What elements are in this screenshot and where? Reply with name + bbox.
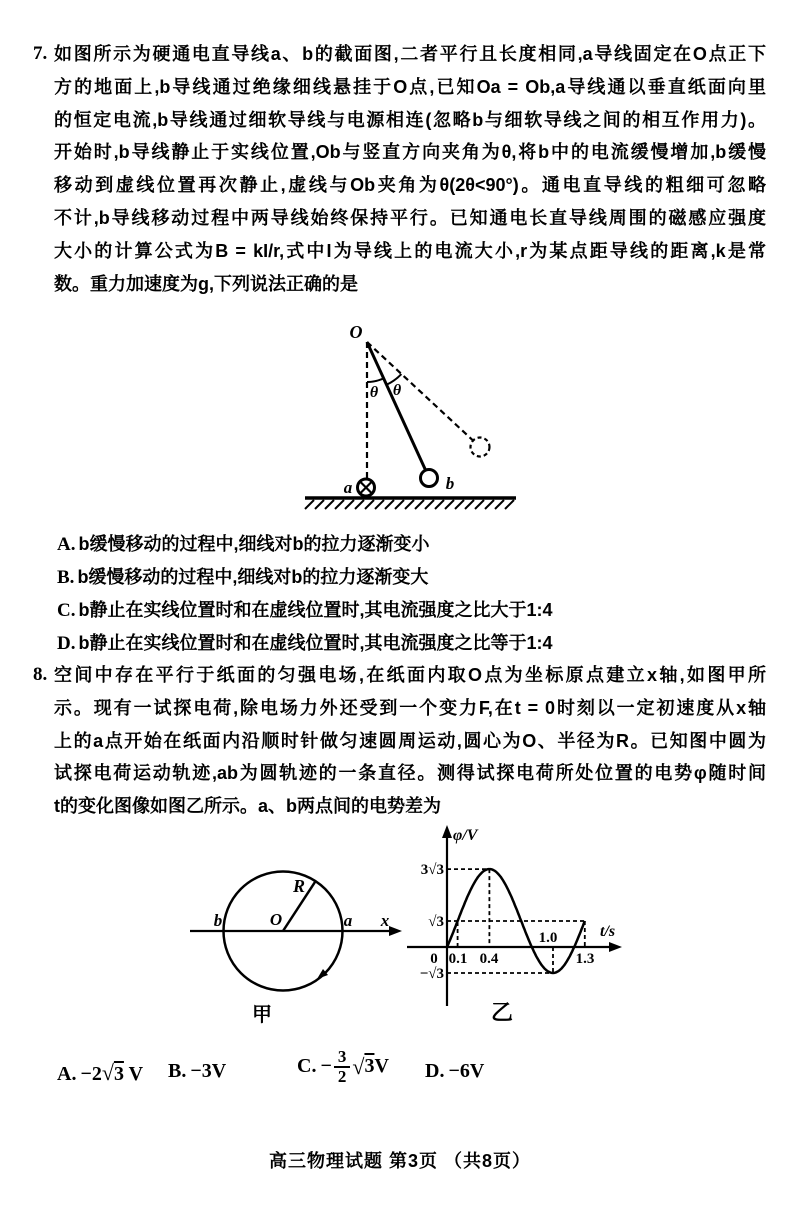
current-into-page-symbol (358, 479, 375, 496)
x-tick-0p4: 0.4 (479, 951, 499, 967)
y-tick-sqrt3: √3 (428, 914, 444, 930)
y-tick-neg-sqrt3: −√3 (419, 966, 444, 982)
option-a-label: A. (57, 534, 76, 555)
dashed-guide-lines (447, 869, 585, 973)
sqrt-sign: √ (352, 1053, 365, 1079)
wire-b-label: b (445, 474, 455, 493)
option-c-label: C. (297, 1055, 317, 1078)
x-tick-0: 0 (430, 951, 438, 967)
question-7-text-line: 数。重力加速度为g,下列说法正确的是 (54, 273, 358, 294)
dashed-string (367, 342, 473, 440)
option-b-text: b缓慢移动的过程中,细线对b的拉力逐渐变大 (77, 567, 429, 587)
phi-curve (447, 869, 585, 973)
option-c-label: C. (57, 600, 76, 621)
option-d-label: D. (57, 633, 76, 654)
option-a (57, 528, 553, 561)
figure-pendulum-wires (280, 310, 540, 520)
option-a-unit: V (123, 1063, 144, 1085)
question-8-text-line: 空间中存在平行于纸面的匀强电场,在纸面内取O点为坐标原点建立x轴,如图甲所 (54, 665, 766, 685)
question-7-text-line: 如图所示为硬通电直导线a、b的截面图,二者平行且长度相同,a导线固定在O点正下 (54, 44, 766, 64)
x-axis-label: x (380, 911, 390, 930)
radicand: 3 (113, 1063, 124, 1085)
x-tick-0p1: 0.1 (448, 951, 468, 967)
y-tick-3sqrt3: 3√3 (420, 862, 444, 878)
origin-label: O (269, 910, 283, 929)
option-b (168, 1060, 226, 1083)
point-a-label: a (343, 911, 353, 930)
solid-string (367, 342, 426, 470)
wire-b-circle (421, 470, 438, 487)
phi-axis-arrow (442, 825, 452, 838)
question-7-text-line: 大小的计算公式为B = kI/r,式中I为导线上的电流大小,r为某点距导线的距离,k是常 (54, 240, 766, 261)
radius-label: R (292, 876, 306, 896)
sqrt-sign: √ (101, 1060, 114, 1085)
page-footer: 高三物理试题 第3页 （共8页） (268, 1151, 532, 1171)
theta-label-2: θ (392, 382, 402, 399)
option-d-text: b静止在实线位置时和在虚线位置时,其电流强度之比等于1:4 (78, 633, 553, 653)
question-8 (33, 659, 766, 823)
figure-yi-caption: 乙 (490, 1000, 514, 1025)
option-c (57, 594, 553, 627)
question-7-text-line: 方的地面上,b导线通过绝缘细线悬挂于O点,已知Oa = Ob,a导线通以垂直纸面向里 (54, 76, 766, 97)
option-c-text: b静止在实线位置时和在虚线位置时,其电流强度之比大于1:4 (78, 600, 553, 620)
question-8-text-line: 试探电荷运动轨迹,ab为圆轨迹的一条直径。测得试探电荷所处位置的电势φ随时间 (54, 763, 766, 784)
figure-potential-time-graph (400, 820, 685, 1045)
point-O-label: O (349, 322, 363, 342)
question-8-options (0, 1040, 800, 1110)
t-axis-arrow (609, 942, 622, 952)
question-7-text-line: 开始时,b导线静止于实线位置,Ob与竖直方向夹角为θ,将b中的电流缓慢增加,b缓慢 (54, 142, 766, 163)
question-7-text-line: 不计,b导线移动过程中两导线始终保持平行。已知通电长直导线周围的磁感应强度 (54, 207, 766, 228)
question-7-text-line: 的恒定电流,b导线通过细软导线与电源相连(忽略b与细软导线之间的相互作用力)。 (54, 109, 766, 130)
option-b-value: −3V (190, 1060, 227, 1082)
question-8-text-line: 示。现有一试探电荷,除电场力外还受到一个变力F,在t = 0时刻以一定初速度从x轴 (54, 697, 766, 718)
point-b-label: b (213, 911, 223, 930)
option-d (425, 1060, 484, 1083)
question-7-options (57, 528, 553, 660)
ground-hatching (305, 500, 514, 509)
wire-b-ghost-circle (471, 438, 490, 457)
option-c (297, 1048, 389, 1086)
theta-label-1: θ (369, 384, 379, 401)
phi-axis-label: φ/V (453, 827, 478, 844)
angle-arc-1 (367, 379, 383, 383)
option-c-unit: V (374, 1055, 389, 1078)
radicand: 3 (364, 1055, 375, 1078)
x-tick-1p0: 1.0 (538, 930, 558, 946)
option-d (57, 627, 553, 660)
t-axis-label: t/s (600, 923, 616, 940)
question-7-number: 7. (33, 43, 48, 64)
fraction-denominator: 2 (337, 1066, 347, 1086)
option-d-value: −6V (448, 1060, 485, 1082)
option-a-value: −2 (80, 1063, 102, 1085)
question-8-text-line: 上的a点开始在纸面内沿顺时针做匀速圆周运动,圆心为O、半径为R。已知图中圆为 (54, 730, 766, 751)
x-tick-1p3: 1.3 (575, 951, 595, 967)
question-8-text-line: t的变化图像如图乙所示。a、b两点间的电势差为 (54, 796, 441, 817)
question-7-text-line: 移动到虚线位置再次静止,虚线与Ob夹角为θ(2θ<90°)。通电直导线的粗细可忽略 (54, 175, 766, 196)
minus-sign: − (320, 1055, 332, 1078)
fraction-numerator: 3 (334, 1048, 351, 1068)
figure-circle-trajectory (180, 830, 420, 1035)
option-a-text: b缓慢移动的过程中,细线对b的拉力逐渐变小 (78, 534, 430, 554)
question-7 (33, 38, 766, 300)
option-d-label: D. (425, 1060, 445, 1082)
option-b-label: B. (168, 1060, 187, 1082)
option-b-label: B. (57, 567, 75, 588)
option-b (57, 561, 553, 594)
wire-a-label: a (343, 478, 353, 497)
fraction (334, 1048, 351, 1086)
option-a (57, 1060, 143, 1086)
figure-jia-caption: 甲 (252, 1004, 272, 1026)
option-a-label: A. (57, 1063, 77, 1085)
question-8-number: 8. (33, 664, 48, 685)
